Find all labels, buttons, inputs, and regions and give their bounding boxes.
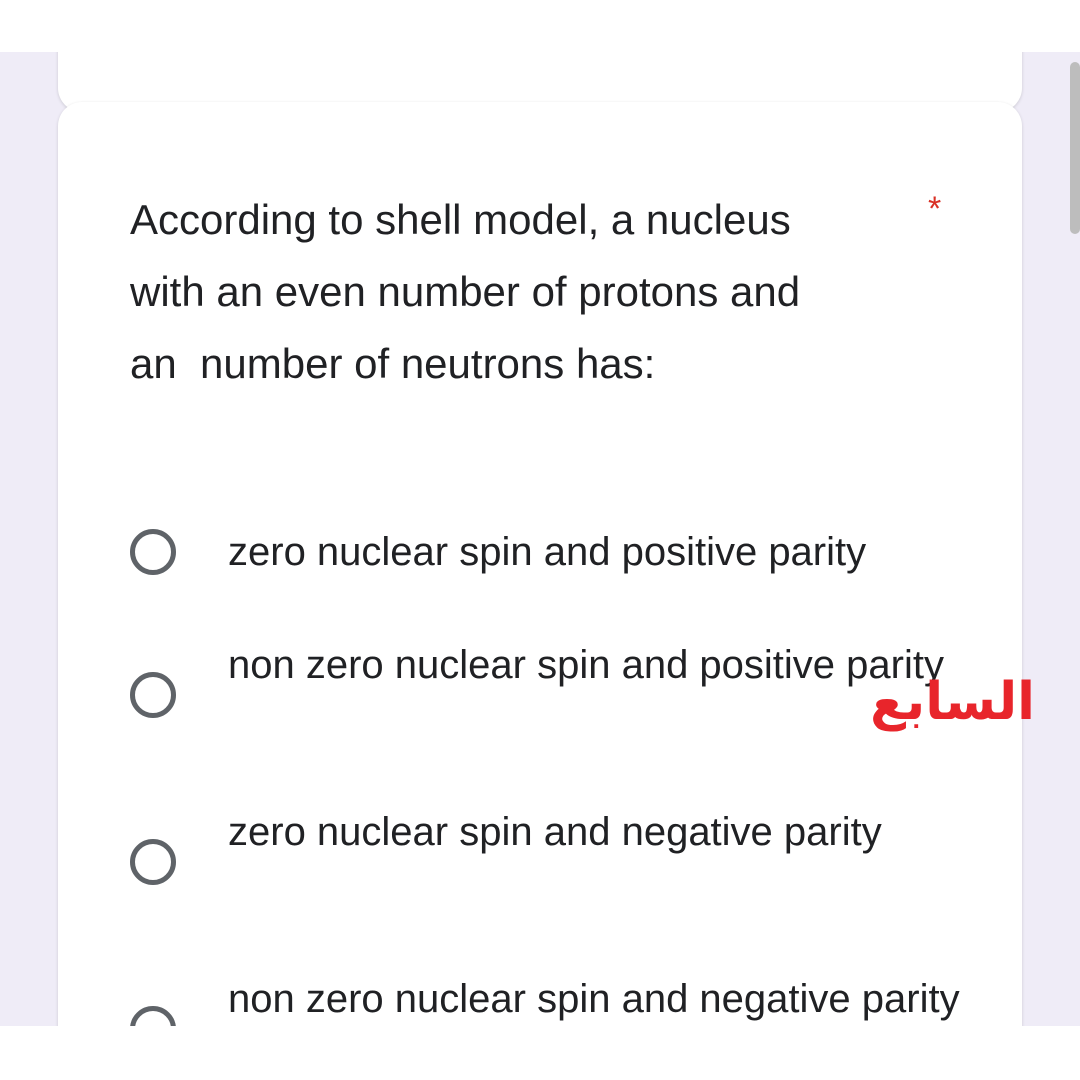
question-card bbox=[58, 102, 1022, 1026]
scrollbar-thumb[interactable] bbox=[1070, 62, 1080, 234]
radio-button-unchecked-icon[interactable] bbox=[130, 1006, 176, 1026]
option-label: zero nuclear spin and negative parity bbox=[228, 810, 882, 854]
form-screen bbox=[0, 52, 1080, 1026]
radio-button-unchecked-icon[interactable] bbox=[130, 672, 176, 718]
option-zero-spin-positive-parity[interactable] bbox=[130, 522, 980, 582]
option-label: non zero nuclear spin and positive parity bbox=[228, 643, 944, 687]
radio-button-unchecked-icon[interactable] bbox=[130, 839, 176, 885]
required-asterisk: * bbox=[928, 190, 942, 228]
handwritten-annotation: السابع bbox=[870, 672, 1035, 732]
question-title: According to shell model, a nucleus with an even number of protons and an number of neutrons has: bbox=[130, 196, 801, 387]
option-nonzero-spin-negative-parity[interactable] bbox=[130, 969, 980, 1026]
option-label: non zero nuclear spin and negative parity bbox=[228, 977, 960, 1021]
option-zero-spin-negative-parity[interactable] bbox=[130, 802, 980, 922]
option-label: zero nuclear spin and positive parity bbox=[228, 530, 867, 574]
radio-button-unchecked-icon[interactable] bbox=[130, 529, 176, 575]
